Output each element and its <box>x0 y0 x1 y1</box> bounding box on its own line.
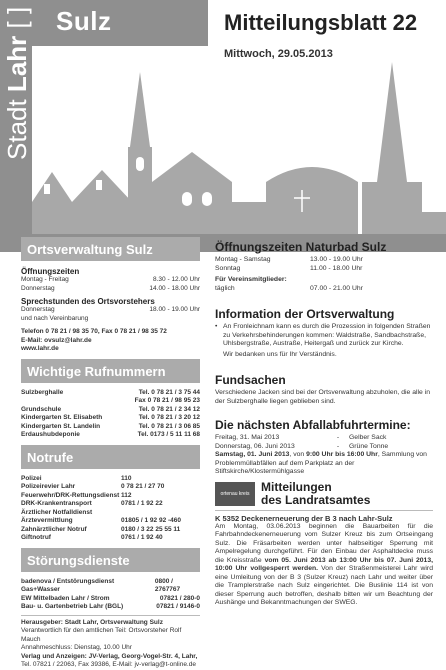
stoerung-label: EW Mittelbaden Lahr / Strom <box>21 594 110 602</box>
city-vertical-text <box>4 7 30 160</box>
article-bold: vom 05. Juni 2013 ab 13:00 Uhr bis 07. Juni 2013, 10:00 Uhr vollgesperrt werden. <box>215 556 433 572</box>
stoerung-row <box>21 603 200 612</box>
abfall-type: Grüne Tonne <box>349 442 389 450</box>
naturbad-day: Sonntag <box>215 264 241 272</box>
abfall-dash: - <box>336 442 340 450</box>
rufnummer-label: Kindergarten St. Landelin <box>21 422 101 430</box>
stoerung-row <box>21 578 200 595</box>
page-title: Sulz <box>56 6 112 36</box>
notruf-row <box>21 517 200 526</box>
landratsamt-header <box>215 481 433 507</box>
verein-label: Für Vereinsmitglieder: <box>215 276 287 283</box>
notruf-value: 01805 / 1 92 92 -460 <box>121 517 181 524</box>
bulletin-date: Mittwoch, 29.05.2013 <box>224 48 333 60</box>
abfall-row <box>215 434 433 443</box>
imprint-verlag: Verlag und Anzeigen: JV-Verlag, Georg-Vogel-Str. 4, Lahr, <box>21 652 198 660</box>
rufnummer-label: Kindergarten St. Elisabeth <box>21 414 103 421</box>
rufnummer-row <box>21 431 200 440</box>
information-heading: Information der Ortsverwaltung <box>215 307 395 321</box>
lahr-logo-brackets-icon: [ ] <box>2 6 32 29</box>
abfall-dash: - <box>336 434 340 441</box>
notruf-label: Ärztevermittlung <box>21 517 73 524</box>
website-link[interactable]: www.lahr.de <box>21 345 59 352</box>
naturbad-row <box>215 265 433 274</box>
oeffnungszeiten-time: 14.00 - 18.00 Uhr <box>149 284 200 292</box>
verein-row <box>215 285 433 294</box>
article-title: K 5352 Deckenerneuerung der B 3 nach Lahr-Sulz <box>215 513 393 523</box>
abfall-type: Gelber Sack <box>349 434 387 441</box>
sprechstunden-row <box>21 306 200 315</box>
imprint-contact: Tel. 07821 / 22063, Fax 39386, E-Mail: jv-verlag@t-online.de <box>21 661 196 668</box>
rufnummer-row <box>21 414 200 423</box>
notrufe-heading: Notrufe <box>21 445 200 469</box>
oeffnungszeiten-day: Donnerstag <box>21 284 55 292</box>
fundsachen-text: Verschiedene Jacken sind bei der Ortsverwaltung abzuholen, die alle in der Sulzberghalle liegen geblieben sind. <box>215 389 430 405</box>
vertical-text-bold: Lahr <box>2 35 32 93</box>
article-text-1: Am Montag, 03.06.2013 beginnen die Bauarbeiten für die Fahrbahndeckenerneuerung vom Sulzer Kreuz bis zum Ortseingang Sulz. Die Fräsarbeiten werden unter halbseitiger Sperrung mit Ampelregelung durchgeführt. Für den Einbau der Asphaltdecke muss die Kreisstraße <box>215 522 433 564</box>
notruf-row <box>21 500 200 509</box>
ortenaukreis-logo-icon: ortenau kreis <box>215 482 255 506</box>
oeffnungszeiten-row <box>21 285 200 294</box>
sprechstunden-label: Sprechstunden des Ortsvorstehers <box>21 297 155 306</box>
notruf-label: Giftnotruf <box>21 534 51 541</box>
sammlung-time: 9:00 Uhr bis 16:00 Uhr <box>306 451 378 458</box>
imprint-deadline: Annahmeschluss: Dienstag, 10.00 Uhr <box>21 644 132 651</box>
notruf-value: 0761 / 1 92 40 <box>121 534 163 541</box>
notruf-row <box>21 492 200 501</box>
rufnummer-row <box>21 397 200 406</box>
rufnummer-value: Fax 0 78 21 / 98 95 23 <box>134 397 200 404</box>
right-column <box>215 240 433 608</box>
notruf-row <box>21 534 200 543</box>
fundsachen-heading: Fundsachen <box>215 373 286 387</box>
notruf-row <box>21 526 200 535</box>
notruf-value <box>121 509 200 518</box>
imprint-responsible: Verantwortlich für den amtlichen Teil: Ortsvorsteher Rolf Mauch <box>21 627 182 643</box>
rufnummer-value: Tel. 0173 / 5 11 11 68 <box>137 431 200 438</box>
stoerung-row <box>21 595 200 604</box>
article-text-2: Von der Straßenmeisterei Lahr wird eine Umleitung von der B 3 (Sulzer Kreuz) nach Lahr und weiter über die Tramplerstraße nach Sulz eingerichtet. Die Buslinie 114 ist von dieser Sperrung auch betroffen, deshalb bitten wir um Beachtung der Aushänge und Bekanntmachungen der SWEG. <box>215 565 433 606</box>
rufnummern-heading: Wichtige Rufnummern <box>21 359 200 383</box>
abfall-date: Freitag, 31. Mai 2013 <box>215 434 280 441</box>
bullet-icon: • <box>215 323 218 330</box>
notruf-label: Zahnärztlicher Notruf <box>21 525 87 533</box>
rufnummer-value: Tel. 0 78 21 / 3 20 12 <box>138 414 200 421</box>
city-sidebar-band <box>0 0 32 252</box>
naturbad-row <box>215 256 433 265</box>
abfall-row <box>215 443 433 452</box>
oeffnungszeiten-row <box>21 276 200 285</box>
rufnummer-label: Erdaushubdeponie <box>21 431 80 438</box>
naturbad-heading: Öffnungszeiten Naturbad Sulz <box>215 240 387 254</box>
left-column <box>21 237 200 670</box>
rufnummer-row <box>21 423 200 432</box>
rufnummer-row <box>21 406 200 415</box>
telefon-line: Telefon 0 78 21 / 98 35 70, Fax 0 78 21 / 98 35 72 <box>21 328 167 335</box>
notruf-value: 0 78 21 / 27 70 <box>121 483 165 490</box>
sammlung-mid: , von <box>289 451 307 458</box>
stoerung-value: 07821 / 9146-0 <box>156 603 200 610</box>
verein-day: täglich <box>215 284 235 292</box>
oeffnungszeiten-time: 8.30 - 12.00 Uhr <box>153 276 200 283</box>
notruf-label: DRK-Krankentransport <box>21 500 92 507</box>
rufnummer-label: Grundschule <box>21 405 62 413</box>
stoerungsdienste-heading: Störungsdienste <box>21 548 200 572</box>
information-bullet-text: An Fronleichnam kann es durch die Prozession in folgenden Straßen zu Verkehrsbehinderungen kommen: Waldstraße, Sandbachstraße, Uhlsbergstraße, Austraße, Heitergaß und zurück zur Kirche. <box>223 323 431 347</box>
stoerung-value: 0800 / 2767767 <box>154 577 181 593</box>
stoerung-value: 07821 / 280-0 <box>159 594 200 602</box>
village-skyline-illustration <box>32 52 446 252</box>
notruf-value: 0781 / 1 92 22 <box>121 500 163 507</box>
ortsverwaltung-heading: Ortsverwaltung Sulz <box>21 237 200 261</box>
information-bullet <box>215 323 433 349</box>
naturbad-time: 11.00 - 18.00 Uhr <box>310 264 363 272</box>
notruf-label: Feuerwehr/DRK-Rettungsdienst <box>21 491 120 499</box>
notruf-value: 110 <box>121 474 132 482</box>
abfall-date: Donnerstag, 06. Juni 2013 <box>215 442 295 450</box>
naturbad-time: 13.00 - 19.00 Uhr <box>310 256 363 263</box>
rufnummer-value: Tel. 0 78 21 / 3 06 85 <box>138 422 200 430</box>
notruf-value: 112 <box>121 491 132 499</box>
information-thanks: Wir bedanken uns für Ihr Verständnis. <box>223 350 337 358</box>
sammlung-text <box>215 451 433 477</box>
rufnummer-value: Tel. 0 78 21 / 3 75 44 <box>138 388 200 396</box>
oeffnungszeiten-label: Öffnungszeiten <box>21 267 80 276</box>
oeffnungszeiten-day: Montag - Freitag <box>21 276 69 283</box>
email-link[interactable]: E-Mail: ovsulz@lahr.de <box>21 336 92 344</box>
bulletin-title: Mitteilungsblatt 22 <box>224 10 418 35</box>
landratsamt-heading-line1: Mitteilungen <box>261 479 332 494</box>
sammlung-date: Samstag, 01. Juni 2013 <box>215 451 290 458</box>
sammlung-rest: , Sammlung von Problemmüllabfällen auf dem Parkplatz an der Stiftskirche/Klostermühlgasse <box>215 451 427 475</box>
sprechstunden-time: 18.00 - 19.00 Uhr <box>149 306 200 313</box>
landratsamt-heading-line2: des Landratsamtes <box>261 492 371 507</box>
vertical-text-prefix: Stadt <box>2 92 32 160</box>
notruf-label: Polizeirevier Lahr <box>21 483 76 490</box>
notruf-value: 0180 / 3 22 25 55 11 <box>121 525 181 533</box>
rufnummer-value: Tel. 0 78 21 / 2 34 12 <box>138 405 200 413</box>
rufnummer-label: Sulzberghalle <box>21 388 64 396</box>
sprechstunden-day: Donnerstag <box>21 306 55 313</box>
stoerung-label: badenova / Entstörungsdienst Gas+Wasser <box>21 577 115 593</box>
stoerung-label: Bau- u. Gartenbetrieb Lahr (BGL) <box>21 603 124 610</box>
notruf-label: Ärztlicher Notfalldienst <box>21 508 93 516</box>
notruf-row <box>21 475 200 484</box>
abfall-heading: Die nächsten Abfallabfuhrtermine: <box>215 418 411 432</box>
naturbad-day: Montag - Samstag <box>215 256 271 263</box>
notruf-row <box>21 483 200 492</box>
verein-time: 07.00 - 21.00 Uhr <box>310 284 363 292</box>
imprint-publisher: Herausgeber: Stadt Lahr, Ortsverwaltung Sulz <box>21 618 163 626</box>
sprechstunden-note: und nach Vereinbarung <box>21 314 89 322</box>
notruf-row <box>21 509 200 518</box>
rufnummer-row <box>21 389 200 398</box>
notruf-label: Polizei <box>21 474 42 482</box>
article-body <box>215 523 433 608</box>
